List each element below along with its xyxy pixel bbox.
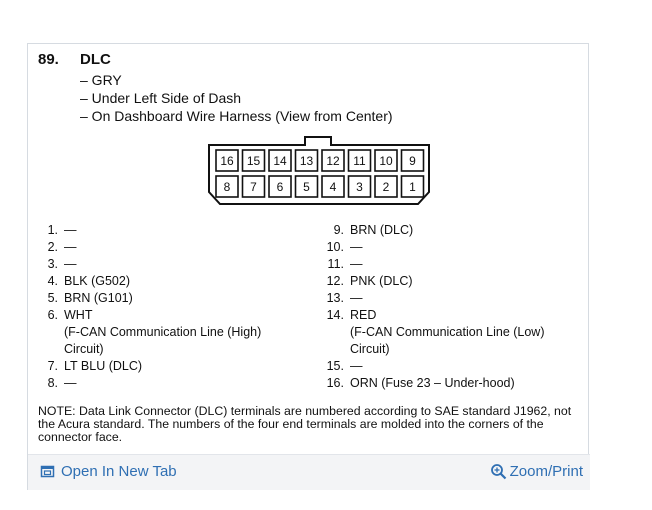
pin-number: 11. [327, 257, 344, 271]
connector-pin [402, 150, 424, 171]
connector-pin-number: 10 [379, 154, 393, 168]
pin-entry [40, 239, 261, 256]
pin-entry [326, 256, 545, 273]
pin-number: 8. [47, 376, 58, 390]
pin-wire-description: — [350, 240, 363, 254]
note-block [38, 405, 583, 444]
pin-number: 2. [47, 240, 58, 254]
connector-pin [296, 176, 318, 197]
connector-location: – Under Left Side of Dash [80, 90, 242, 106]
open-new-tab-link[interactable] [40, 463, 177, 480]
pin-number: 3. [47, 257, 58, 271]
pin-number: 12. [326, 274, 344, 288]
connector-pin-number: 11 [353, 154, 366, 168]
pin-wire-description: — [64, 240, 77, 254]
open-new-tab-label: Open In New Tab [61, 463, 177, 480]
dlc-connector-diagram [203, 136, 435, 208]
connector-pin [375, 176, 397, 197]
note-text: Data Link Connector (DLC) terminals are numbered according to SAE standard J1962, not the Acura standard. The numbers of the four end terminals are molded into the corners of the connector face. [38, 404, 572, 444]
pin-entry [326, 273, 545, 290]
connector-pin [349, 176, 371, 197]
pin-number: 6. [47, 308, 58, 322]
open-in-new-tab-icon [40, 464, 55, 479]
pin-entry [40, 256, 261, 273]
connector-pin [349, 150, 371, 171]
pin-wire-description: — [350, 359, 363, 373]
dlc-diagram-page [28, 44, 590, 454]
pin-entry [40, 273, 261, 290]
pin-wire-description: ORN (Fuse 23 – Under-hood) [350, 376, 515, 390]
pin-wire-description: BLK (G502) [64, 274, 131, 288]
zoom-print-link[interactable] [490, 463, 583, 480]
pin-number: 7. [47, 359, 58, 373]
pin-number: 9. [333, 223, 344, 237]
footer-bar [28, 454, 590, 490]
connector-pin [216, 150, 238, 171]
connector-pin [269, 150, 291, 171]
document-card [27, 43, 589, 490]
pin-number: 15. [326, 359, 344, 373]
pin-entry [326, 290, 545, 307]
zoom-print-label: Zoom/Print [509, 463, 583, 480]
pin-wire-description: WHT (F-CAN Communication Line (High) Circuit) [64, 308, 262, 356]
connector-pin [216, 176, 238, 197]
pin-entry [40, 222, 261, 239]
connector-pin [375, 150, 397, 171]
pin-entry [326, 239, 545, 256]
connector-title: DLC [80, 51, 111, 68]
connector-pin [269, 176, 291, 197]
connector-pin-number: 4 [329, 180, 337, 194]
connector-number: 89. [38, 51, 59, 68]
pin-number: 13. [326, 291, 344, 305]
note-label: NOTE: [38, 404, 76, 418]
connector-pin-number: 5 [303, 180, 310, 194]
pin-number: 14. [326, 308, 344, 322]
pin-entry [326, 358, 545, 375]
pin-list-left [40, 222, 261, 392]
pin-wire-description: RED (F-CAN Communication Line (Low) Circuit) [350, 308, 545, 356]
pin-entry [40, 375, 261, 392]
pin-number: 16. [326, 376, 344, 390]
connector-pin-number: 3 [356, 180, 363, 194]
pin-wire-description: BRN (DLC) [350, 223, 414, 237]
pin-entry [326, 375, 545, 392]
pin-list-right [326, 222, 545, 392]
connector-pin-number: 6 [276, 180, 284, 194]
pin-wire-description: LT BLU (DLC) [64, 359, 143, 373]
connector-pin-number: 2 [382, 180, 390, 194]
connector-pin-number: 13 [299, 154, 314, 168]
connector-pin-number: 16 [220, 154, 234, 168]
pin-entry [40, 290, 261, 307]
pin-number: 10. [326, 240, 344, 254]
connector-pin-number: 7 [250, 180, 257, 194]
pin-wire-description: — [64, 257, 77, 271]
pin-entry [326, 222, 545, 239]
pin-number: 4. [47, 274, 58, 288]
connector-pin-number: 1 [409, 180, 416, 194]
pin-entry [40, 307, 261, 358]
connector-pin-number: 8 [223, 180, 231, 194]
pin-wire-description: — [350, 257, 363, 271]
pin-entry [40, 358, 261, 375]
connector-pin [322, 176, 344, 197]
connector-pin-number: 14 [273, 154, 287, 168]
pin-wire-description: BRN (G101) [64, 291, 133, 305]
pin-number: 1. [47, 223, 58, 237]
connector-pin-number: 12 [326, 154, 340, 168]
connector-pin [402, 176, 424, 197]
connector-color: – GRY [80, 72, 122, 88]
connector-pin [243, 176, 265, 197]
connector-pin [296, 150, 318, 171]
connector-pin [243, 150, 265, 171]
pin-wire-description: — [64, 376, 77, 390]
zoom-magnifier-icon [490, 463, 507, 480]
connector-harness: – On Dashboard Wire Harness (View from Center) [80, 108, 393, 124]
pin-wire-description: — [64, 223, 77, 237]
pin-number: 5. [47, 291, 58, 305]
connector-pin-number: 9 [409, 154, 416, 168]
connector-pin-number: 15 [246, 154, 261, 168]
pin-wire-description: — [350, 291, 363, 305]
pin-wire-description: PNK (DLC) [350, 274, 413, 288]
pin-entry [326, 307, 545, 358]
connector-pin [322, 150, 344, 171]
